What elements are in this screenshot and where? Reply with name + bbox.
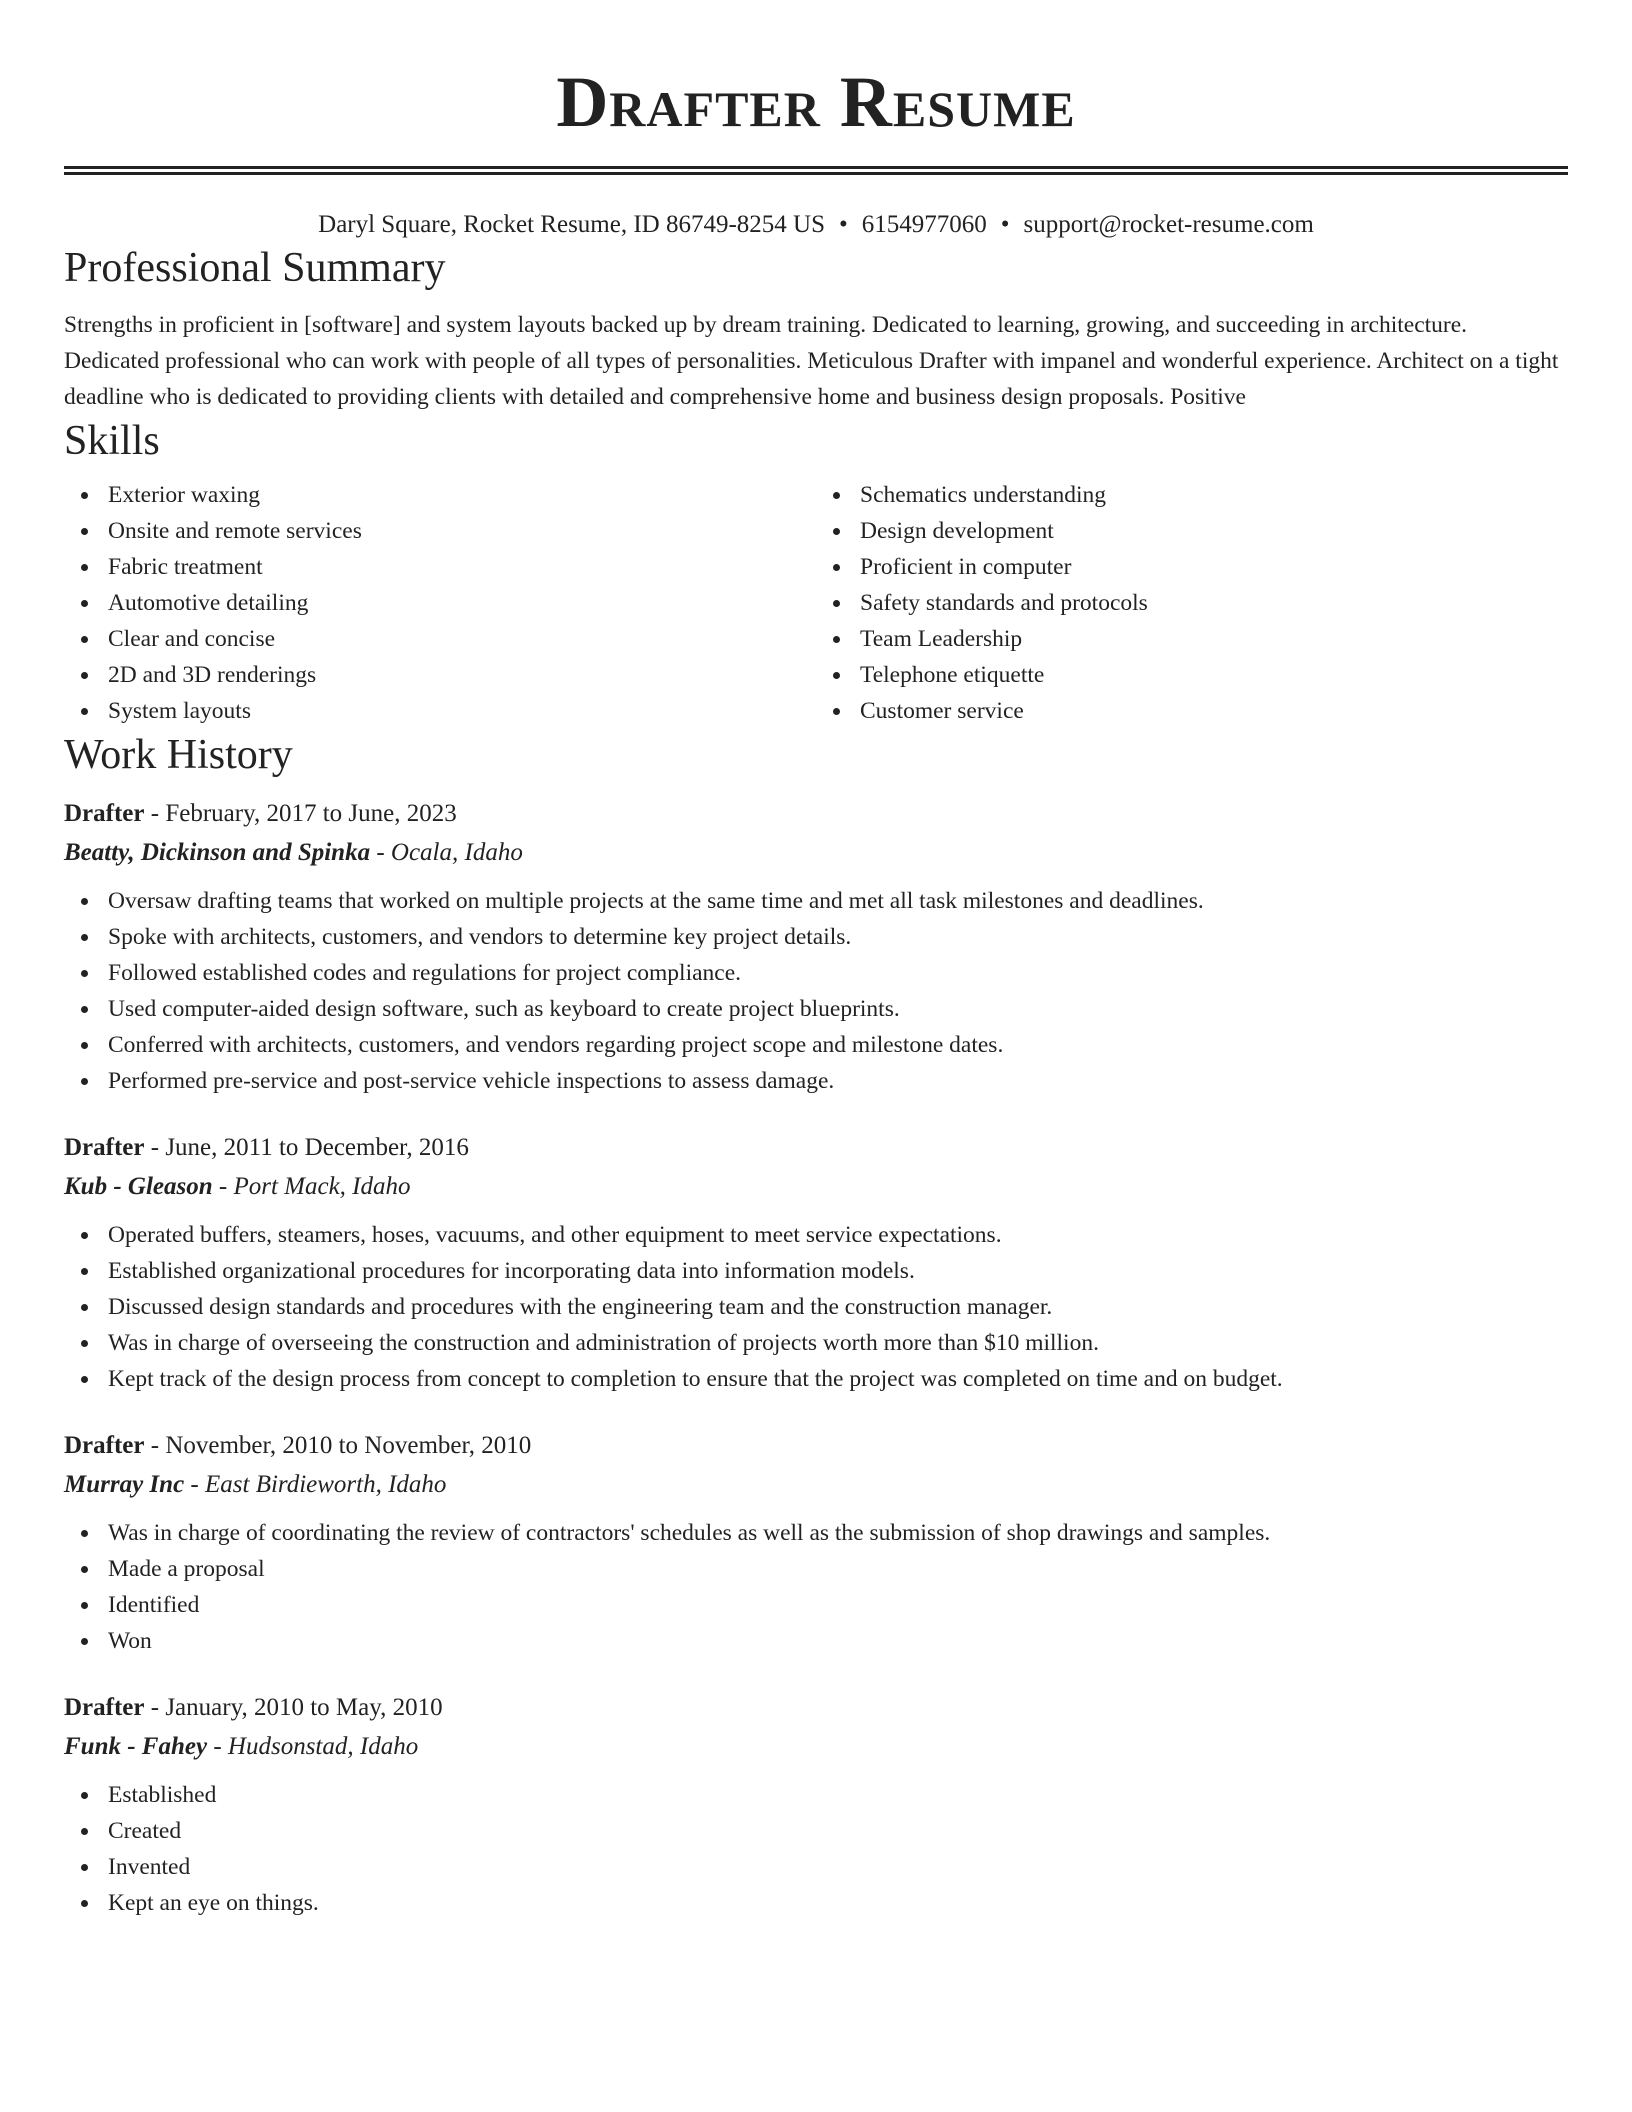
job-title-line (64, 1689, 1568, 1727)
job-dates: February, 2017 to June, 2023 (165, 800, 457, 827)
job-dates: November, 2010 to November, 2010 (165, 1432, 532, 1459)
skills-heading: Skills (64, 418, 160, 464)
job-entry (64, 1129, 1568, 1397)
summary-text: Strengths in proficient in [software] and system layouts backed up by dream training. Dedicated to learning, growing, and succeeding in architecture. Dedicated professional who can work with people of all types of personalities. Meticulous Drafter with impanel and wonderful experience. Architect on a tight deadline who is dedicated to providing clients with detailed and comprehensive home and business design proposals. Positive (64, 312, 1559, 410)
skills-grid (64, 477, 1568, 729)
resume-title: Drafter Resume (556, 62, 1076, 142)
contact-phone: 6154977060 (861, 211, 987, 238)
skill-item: Proficient in computer (860, 549, 1568, 585)
job-duty: Kept an eye on things. (108, 1885, 1568, 1921)
job-company-line (64, 1727, 1568, 1767)
job-duty: Spoke with architects, customers, and vendors to determine key project details. (108, 919, 1568, 955)
work-history-section (64, 729, 1568, 1921)
job-separator: - (190, 1471, 199, 1498)
job-duty: Made a proposal (108, 1551, 1568, 1587)
job-duty: Operated buffers, steamers, hoses, vacuums, and other equipment to meet service expectations. (108, 1217, 1568, 1253)
job-separator: - (150, 1432, 160, 1459)
job-duty: Established (108, 1777, 1568, 1813)
job-dates: June, 2011 to December, 2016 (165, 1134, 469, 1161)
job-duty: Kept track of the design process from concept to completion to ensure that the project was completed on time and on budget. (108, 1361, 1568, 1397)
skill-item: Exterior waxing (108, 477, 816, 513)
skill-item: System layouts (108, 693, 816, 729)
job-role: Drafter (64, 1134, 145, 1161)
job-location: Port Mack, Idaho (233, 1173, 411, 1200)
job-duty: Followed established codes and regulations for project compliance. (108, 955, 1568, 991)
job-duties-list (64, 1515, 1568, 1659)
summary-section (64, 242, 1568, 415)
job-role: Drafter (64, 800, 145, 827)
job-role: Drafter (64, 1432, 145, 1459)
skill-item: Schematics understanding (860, 477, 1568, 513)
contact-email: support@rocket-resume.com (1023, 211, 1314, 238)
job-role: Drafter (64, 1694, 145, 1721)
title-divider (64, 166, 1568, 175)
job-company: Beatty, Dickinson and Spinka (64, 839, 371, 866)
job-title-line (64, 1427, 1568, 1465)
work-history-heading: Work History (64, 732, 293, 778)
skill-item: 2D and 3D renderings (108, 657, 816, 693)
job-company: Funk - Fahey (64, 1733, 208, 1760)
job-separator: - (150, 1694, 160, 1721)
job-title-line (64, 1129, 1568, 1167)
contact-address: Daryl Square, Rocket Resume, ID 86749-8254 US (318, 211, 826, 238)
job-separator: - (213, 1733, 222, 1760)
skill-item: Telephone etiquette (860, 657, 1568, 693)
skills-section (64, 415, 1568, 729)
summary-heading: Professional Summary (64, 245, 446, 291)
skills-list-right (816, 477, 1568, 729)
job-duty: Won (108, 1623, 1568, 1659)
job-company-line (64, 1167, 1568, 1207)
job-entry (64, 1689, 1568, 1921)
job-duty: Identified (108, 1587, 1568, 1623)
job-duty: Was in charge of overseeing the construction and administration of projects worth more than $10 million. (108, 1325, 1568, 1361)
job-entry (64, 795, 1568, 1099)
job-company: Kub - Gleason (64, 1173, 213, 1200)
skill-item: Safety standards and protocols (860, 585, 1568, 621)
job-duties-list (64, 883, 1568, 1099)
job-duty: Conferred with architects, customers, and vendors regarding project scope and milestone dates. (108, 1027, 1568, 1063)
job-duties-list (64, 1217, 1568, 1397)
job-entry (64, 1427, 1568, 1659)
job-title-line (64, 795, 1568, 833)
job-duty: Oversaw drafting teams that worked on multiple projects at the same time and met all task milestones and deadlines. (108, 883, 1568, 919)
skill-item: Design development (860, 513, 1568, 549)
job-dates: January, 2010 to May, 2010 (165, 1694, 443, 1721)
skill-item: Automotive detailing (108, 585, 816, 621)
skill-item: Onsite and remote services (108, 513, 816, 549)
job-duty: Established organizational procedures for incorporating data into information models. (108, 1253, 1568, 1289)
job-duty: Created (108, 1813, 1568, 1849)
skill-item: Team Leadership (860, 621, 1568, 657)
job-duty: Discussed design standards and procedures with the engineering team and the construction manager. (108, 1289, 1568, 1325)
skill-item: Customer service (860, 693, 1568, 729)
job-separator: - (150, 800, 160, 827)
job-company-line (64, 1465, 1568, 1505)
job-company: Murray Inc (64, 1471, 185, 1498)
skill-item: Fabric treatment (108, 549, 816, 585)
job-separator: - (150, 1134, 160, 1161)
contact-separator: • (1000, 211, 1010, 238)
job-duties-list (64, 1777, 1568, 1921)
job-duty: Invented (108, 1849, 1568, 1885)
contact-line (64, 208, 1568, 242)
job-location: Ocala, Idaho (390, 839, 523, 866)
job-separator: - (218, 1173, 228, 1200)
job-company-line (64, 833, 1568, 873)
job-separator: - (376, 839, 385, 866)
job-location: Hudsonstad, Idaho (227, 1733, 419, 1760)
job-duty: Used computer-aided design software, such as keyboard to create project blueprints. (108, 991, 1568, 1027)
contact-separator: • (839, 211, 848, 238)
skills-list-left (64, 477, 816, 729)
job-duty: Performed pre-service and post-service vehicle inspections to assess damage. (108, 1063, 1568, 1099)
job-duty: Was in charge of coordinating the review of contractors' schedules as well as the submission of shop drawings and samples. (108, 1515, 1568, 1551)
job-location: East Birdieworth, Idaho (205, 1471, 447, 1498)
skill-item: Clear and concise (108, 621, 816, 657)
